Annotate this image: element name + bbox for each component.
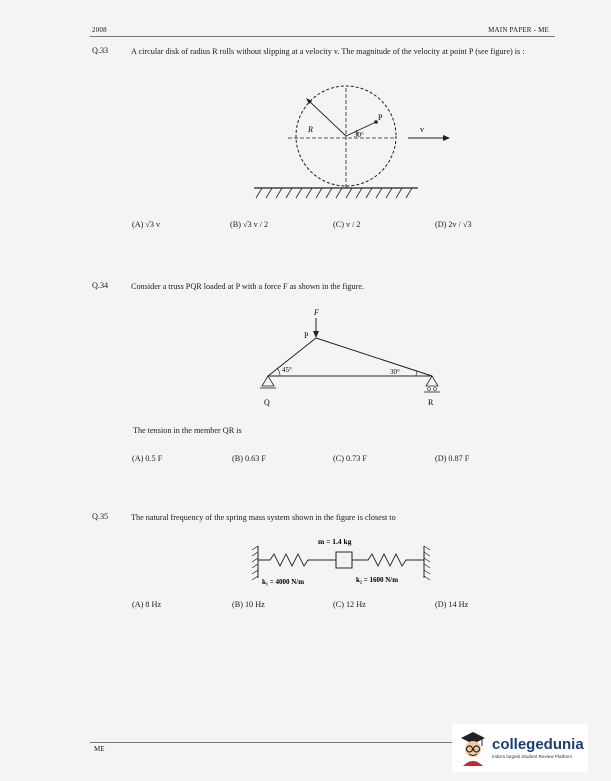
q34-label-q: Q: [264, 398, 270, 407]
q33-text: A circular disk of radius R rolls without slipping at a velocity v. The magnitude of the velocity at point P (see figure) is :: [131, 47, 525, 56]
q34-number: Q.34: [92, 281, 109, 290]
q33-option-a: (A) √3 v: [132, 220, 161, 229]
q35-label-k2: k₂ = 1600 N/m: [356, 576, 399, 584]
spring-k2: [352, 554, 424, 566]
q34-subtext: The tension in the member QR is: [133, 426, 242, 435]
mass-block: [336, 552, 352, 568]
collegedunia-watermark: [452, 724, 588, 772]
footer-code: ME: [94, 745, 105, 753]
q34-label-p: P: [304, 331, 309, 340]
q34-label-angle-r: 30°: [390, 368, 400, 376]
q34-label-f: F: [314, 308, 319, 317]
q33-label-p: P: [378, 113, 383, 122]
q33-option-b: (B) √3 v / 2: [230, 220, 269, 229]
q35-option-a: (A) 8 Hz: [132, 600, 162, 609]
q35-option-d: (D) 14 Hz: [435, 600, 469, 609]
q35-number: Q.35: [92, 512, 109, 521]
q34-option-c: (C) 0.73 F: [333, 454, 367, 463]
graduate-avatar-icon: [458, 729, 488, 767]
q34-label-angle-q: 45°: [282, 366, 292, 374]
q35-label-k1: k₁ = 4000 N/m: [262, 578, 305, 586]
footer-rule: [90, 742, 461, 743]
q35-label-mass: m = 1.4 kg: [318, 537, 352, 546]
q33-number: Q.33: [92, 46, 109, 55]
q35-figure-spring-mass: [248, 534, 438, 590]
q33-option-c: (C) v / 2: [333, 220, 361, 229]
q33-label-r: R: [308, 125, 313, 134]
q34-text: Consider a truss PQR loaded at P with a force F as shown in the figure.: [131, 282, 365, 291]
brand-tagline: India's largest Student Review Platform: [492, 753, 573, 759]
q33-option-d: (D) 2v / √3: [435, 220, 472, 229]
q35-option-b: (B) 10 Hz: [232, 600, 265, 609]
q34-option-d: (D) 0.87 F: [435, 454, 470, 463]
q35-text: The natural frequency of the spring mass system shown in the figure is closest to: [131, 513, 396, 522]
brand-name: collegedunia: [492, 735, 584, 753]
q33-label-angle: 30°: [354, 131, 364, 139]
q34-figure-truss: [250, 306, 450, 412]
q35-option-c: (C) 12 Hz: [333, 600, 366, 609]
q34-label-r: R: [428, 398, 434, 407]
header-rule: [90, 36, 555, 37]
q33-label-v: v: [420, 125, 424, 134]
header-year: 2008: [92, 26, 107, 34]
q34-option-a: (A) 0.5 F: [132, 454, 163, 463]
header-paper: MAIN PAPER - ME: [488, 26, 549, 34]
spring-k1: [258, 554, 336, 566]
q33-figure-disk: [240, 80, 460, 208]
q34-option-b: (B) 0.63 F: [232, 454, 266, 463]
